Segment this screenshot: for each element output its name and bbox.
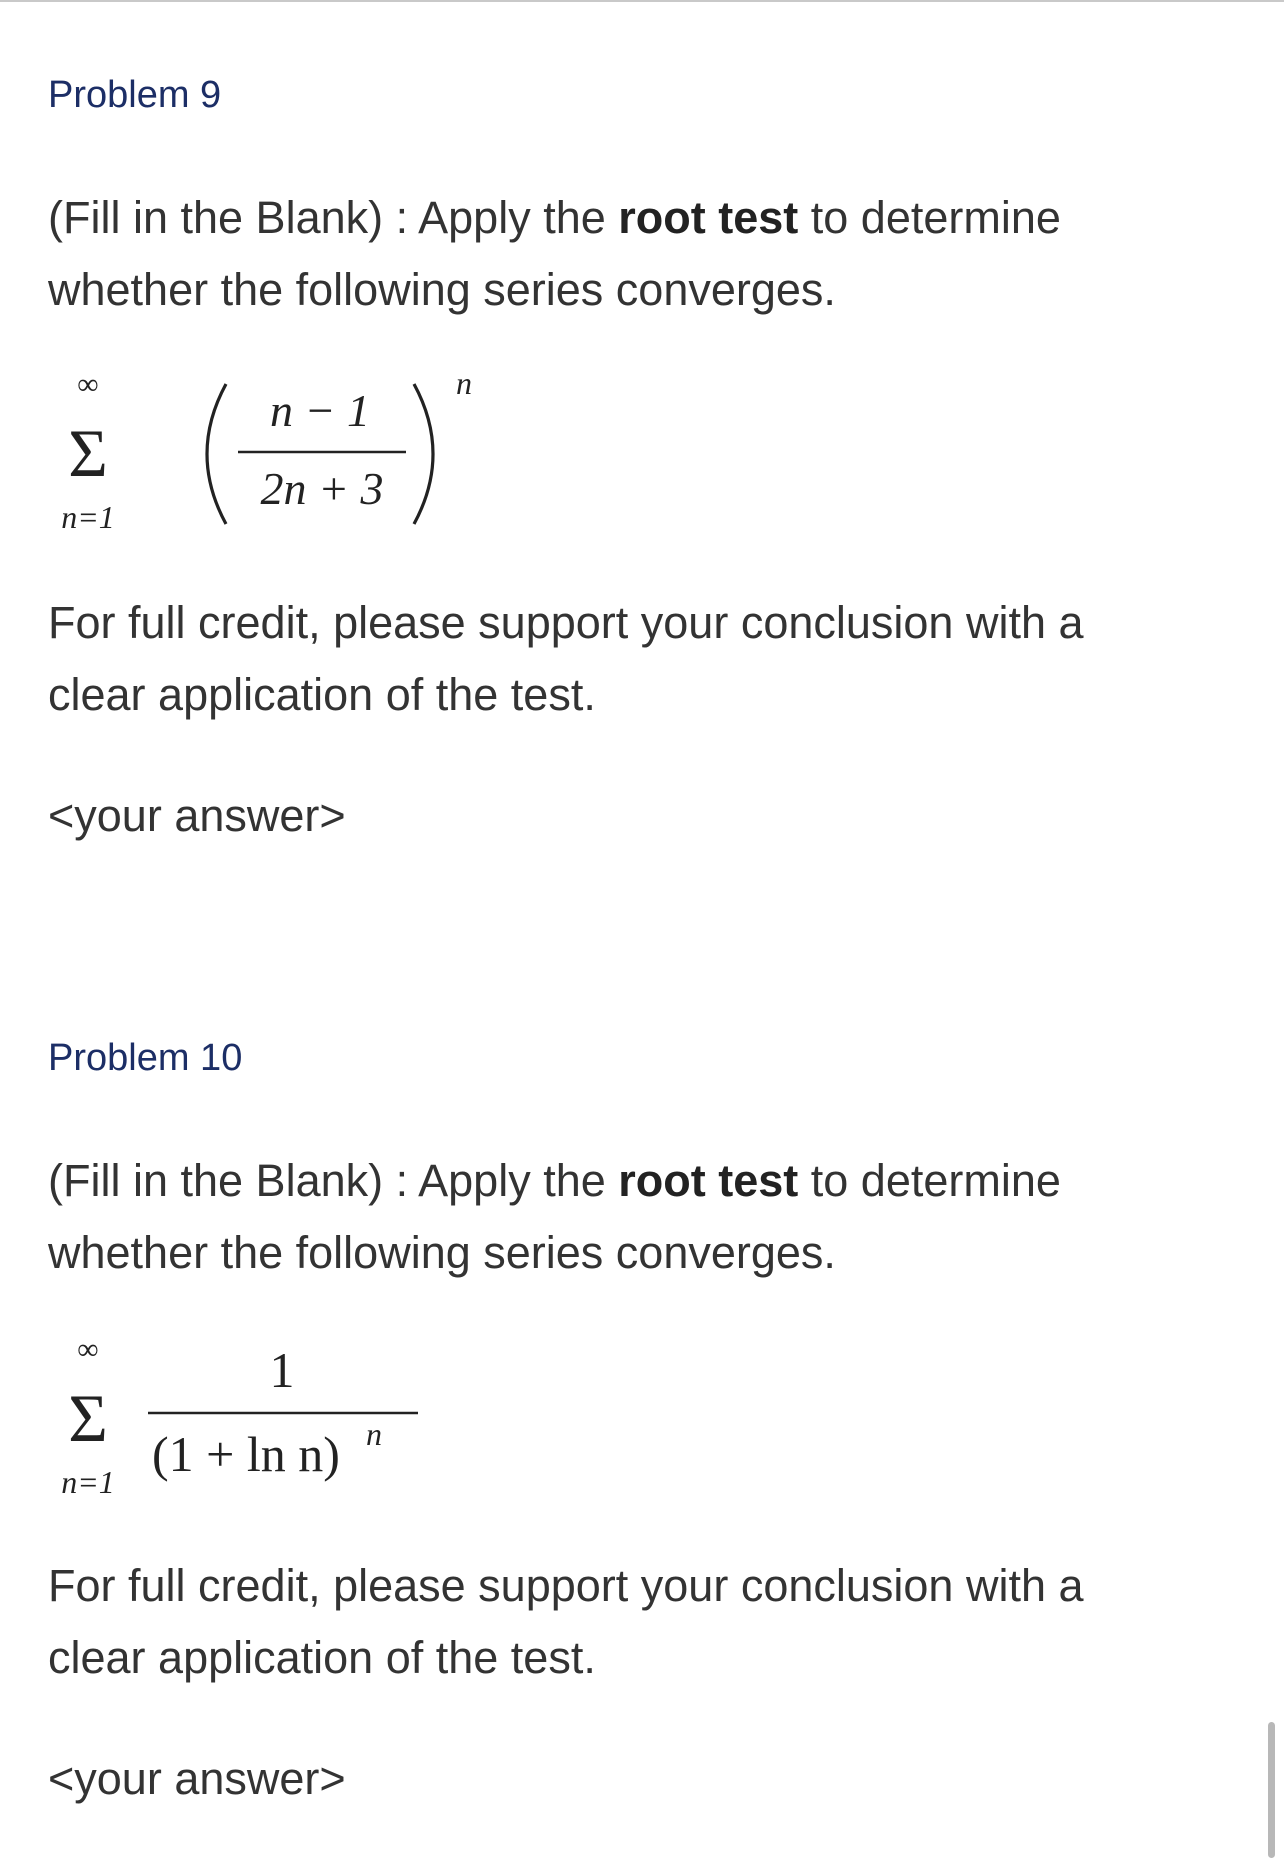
intro-prefix: (Fill in the Blank) : Apply the — [48, 192, 619, 243]
problem-intro-line2: whether the following series converges. — [48, 264, 836, 315]
sum-upper-limit: ∞ — [77, 368, 99, 401]
problem-intro-line1 — [48, 182, 1061, 254]
answer-field[interactable]: <your answer> — [48, 1753, 346, 1804]
right-paren — [414, 384, 433, 524]
credit-note-line1: For full credit, please support your conclusion with a — [48, 597, 1084, 648]
series-formula-svg — [48, 360, 488, 540]
intro-suffix: to determine — [798, 1155, 1061, 1206]
intro-bold-term: root test — [618, 192, 799, 243]
series-formula — [48, 360, 488, 545]
credit-note-line2: clear application of the test. — [48, 669, 596, 720]
sigma-symbol: Σ — [68, 415, 108, 491]
sigma-symbol: Σ — [68, 1380, 108, 1456]
denominator-exponent: n — [366, 1416, 382, 1452]
problem-intro-line2: whether the following series converges. — [48, 1227, 836, 1278]
series-formula — [48, 1325, 488, 1510]
problem-intro-line1 — [48, 1145, 1061, 1217]
fraction-denominator: 2n + 3 — [260, 463, 384, 514]
exponent: n — [456, 365, 472, 401]
fraction-numerator: 1 — [269, 1342, 295, 1398]
sum-upper-limit: ∞ — [77, 1333, 99, 1366]
intro-prefix: (Fill in the Blank) : Apply the — [48, 1155, 619, 1206]
vertical-scrollbar[interactable] — [1268, 1722, 1275, 1858]
answer-field[interactable]: <your answer> — [48, 790, 346, 841]
sum-lower-limit: n=1 — [61, 1464, 115, 1500]
intro-bold-term: root test — [618, 1155, 799, 1206]
left-paren — [207, 384, 226, 524]
sum-lower-limit: n=1 — [61, 499, 115, 535]
credit-note-line1: For full credit, please support your conclusion with a — [48, 1560, 1084, 1611]
fraction-denominator: (1 + ln n) — [152, 1426, 340, 1482]
problem-title: Problem 9 — [48, 74, 222, 116]
top-divider — [0, 0, 1284, 2]
credit-note-line2: clear application of the test. — [48, 1632, 596, 1683]
fraction-numerator: n − 1 — [269, 385, 371, 436]
series-formula-svg — [48, 1325, 488, 1505]
problem-title: Problem 10 — [48, 1037, 243, 1079]
intro-suffix: to determine — [798, 192, 1061, 243]
